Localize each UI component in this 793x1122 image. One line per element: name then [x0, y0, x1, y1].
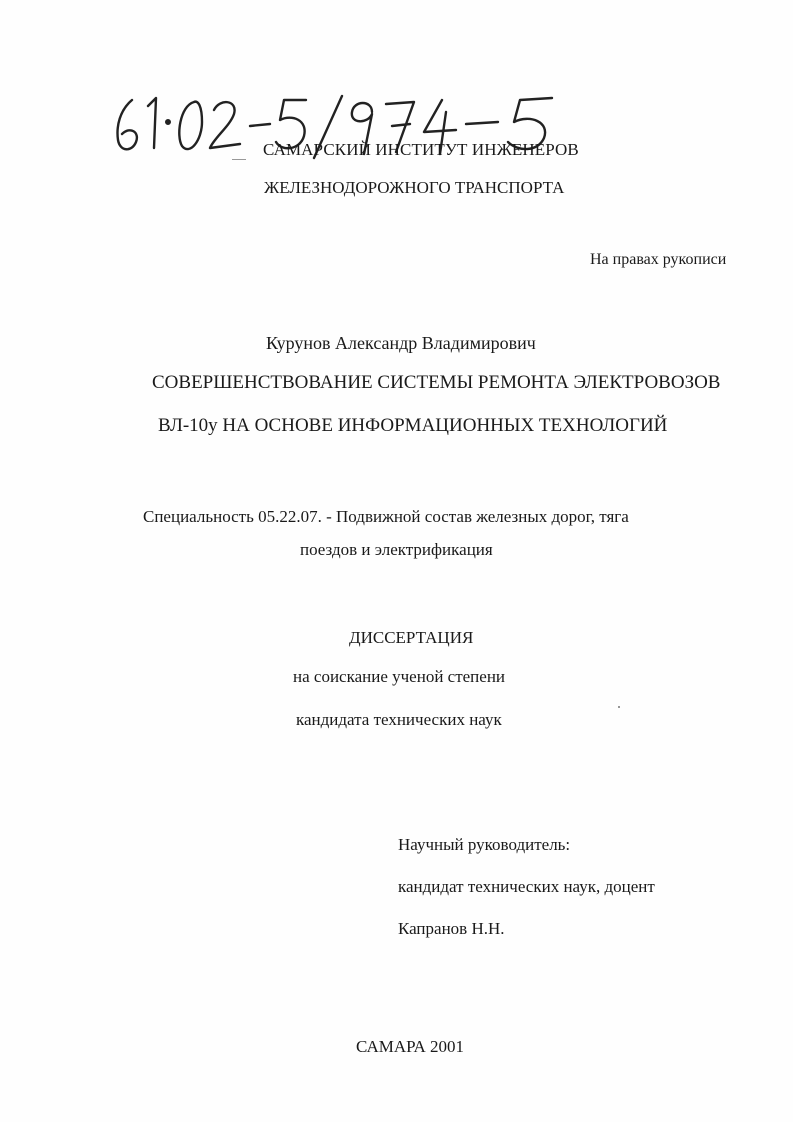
supervisor-name: Капранов Н.Н.	[398, 919, 505, 938]
dissertation-title-line-2: ВЛ-10у НА ОСНОВЕ ИНФОРМАЦИОННЫХ ТЕХНОЛОГИЙ	[158, 415, 668, 436]
supervisor-label: Научный руководитель:	[398, 835, 571, 854]
place-and-year: САМАРА 2001	[356, 1037, 464, 1056]
institution-line-1: САМАРСКИЙ ИНСТИТУТ ИНЖЕНЕРОВ	[263, 140, 579, 159]
dissertation-title-line-1: СОВЕРШЕНСТВОВАНИЕ СИСТЕМЫ РЕМОНТА ЭЛЕКТРОВОЗОВ	[152, 372, 721, 393]
scan-speck	[618, 706, 620, 708]
work-type: ДИССЕРТАЦИЯ	[349, 628, 474, 647]
institution-line-2: ЖЕЛЕЗНОДОРОЖНОГО ТРАНСПОРТА	[264, 178, 565, 197]
degree-line-1: на соискание ученой степени	[293, 667, 506, 686]
specialty-line-1: Специальность 05.22.07. - Подвижной состав железных дорог, тяга	[143, 507, 629, 526]
supervisor-title: кандидат технических наук, доцент	[398, 877, 655, 896]
scan-speck	[232, 159, 246, 160]
degree-line-2: кандидата технических наук	[296, 710, 502, 729]
rights-note: На правах рукописи	[590, 251, 727, 268]
author-name: Курунов Александр Владимирович	[266, 333, 536, 353]
specialty-line-2: поездов и электрификация	[300, 540, 493, 559]
